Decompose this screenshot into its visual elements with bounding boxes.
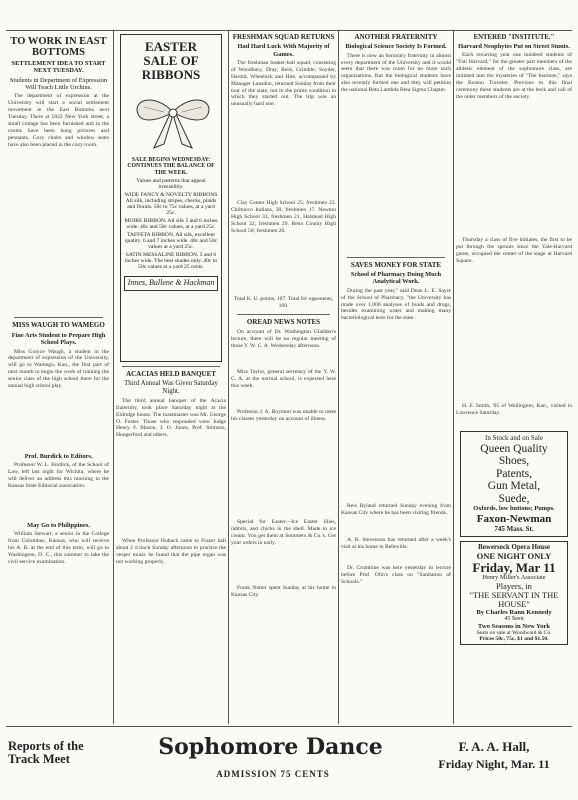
ad-prices: Prices 50c, 75c, $1 and $1.50. [479, 636, 549, 643]
banner-admission: ADMISSION 75 CENTS [216, 769, 330, 779]
story-institute: Each recurring year one hundred students of "Fair Harvard," for the greater part members of the athletic element of the sophomore class, are initiated into the mysteries of "The Institute," says the Boston Traveler. Previous to this final ceremony these students are at the beck and call of the older members of the society. [456, 52, 572, 100]
column-rule [113, 30, 114, 724]
deck-settlement: Students in Department of Expression Will Teach Little Urchins. [9, 76, 108, 92]
subhead-freshman: Had Hard Luck With Majority of Games. [237, 43, 330, 58]
ad-opera-house: Bowersock Opera House [478, 544, 550, 552]
subhead-fraternity: Biological Science Society Is Formed. [345, 43, 447, 51]
score-totals: Total K. U. points, 107. Total for opponents, 160. [233, 296, 334, 309]
ad-sale-dates: SALE BEGINS WEDNESDAY: CONTINUES THE BALANCE OF THE WEEK. [127, 157, 215, 176]
ad-gun-metal: Gun Metal, [487, 480, 541, 493]
story-stevenson: A. R. Stevenson has returned after a week's visit at his home in Belleville. [341, 536, 451, 550]
ad-seats: Seats on sale at Woodward & Co. [476, 630, 552, 637]
story-fraternity: There is now an honorary fraternity in almost every department of the University and it would seem that there was room for no more such organizations. But the biological students have also recently formed one and they will petition the national Beta Lambda Beta Sigma Chapter. [341, 52, 451, 94]
top-rule [6, 30, 572, 31]
ad-patents: Patents, [495, 467, 533, 480]
ad-values: Values and patterns that appeal irresistibly. [136, 177, 206, 190]
ad-address: 745 Mass. St. [494, 524, 534, 533]
ad-author: By Charles Rann Kennedy [476, 609, 552, 617]
story-burdick: Professor W. L. Burdick, of the School of Law, left last night for Wichita, where he will deliver an address this morning to the Kansas State Editorial association. [8, 461, 109, 489]
banner-top-rule [6, 726, 572, 727]
ad-in-stock: In Stock and on Sale [485, 434, 543, 443]
ad-sale-of: SALE OF [143, 53, 199, 69]
ad-signature: Innes, Bullene & Hackman [124, 276, 218, 291]
story-gladden: On account of Dr. Washington Gladden's lecture, there will be no regular meeting of those Y. W. C. A. Wednesday afternoon. [231, 329, 336, 349]
story-boynton: Professor J. A. Boynton was unable to meet his classes yesterday on account of illness. [231, 409, 336, 423]
ad-queen-quality: Queen Quality [480, 443, 548, 456]
story-crumbine: Dr. Crumbine was here yesterday to lecture before Prof. Olin's class on "Sanitation of Schools." [341, 564, 451, 585]
story-taylor: Miss Taylor, general secretary of the Y. W. C. A. at the normal school, is expected here this week. [231, 369, 336, 389]
ad-taffeta: TAFFETA RIBBON. All silk, excellent quality. 6 and 7 inches wide. 40c and 50c values at a yard 25c. [124, 232, 218, 251]
ribbon-advertisement [120, 34, 222, 362]
headline-oread-news: OREAD NEWS NOTES [246, 317, 321, 326]
column-5 [456, 34, 572, 722]
subhead-waugh: Fine Arts Student to Prepare High School Plays. [11, 331, 106, 347]
headline-saves-money: SAVES MONEY FOR STATE [350, 260, 442, 269]
column-4 [341, 34, 451, 722]
story-smith: H. F. Smith, '05 of Wellington, Kan., visited in Lawrence Saturday. [456, 403, 572, 417]
story-ryland: Reis Ryland returned Sunday evening from Kansas City where he has been visiting friends. [341, 502, 451, 516]
shoe-advertisement [460, 431, 568, 537]
headline-institute: ENTERED "INSTITUTE." [473, 34, 555, 41]
banner-hall: F. A. A. Hall, [458, 739, 530, 754]
ad-oxfords: Oxfords, low buttons; Pumps. [473, 505, 555, 513]
headline-burdick: Prof. Burdick to Editors. [24, 452, 93, 460]
ad-faxon-newman: Faxon-Newman [476, 512, 552, 525]
headline-waugh: MISS WAUGH TO WAMEGO [12, 321, 105, 330]
ad-play-title: "THE SERVANT IN THE HOUSE" [469, 590, 559, 610]
headline-acacias: ACACIAS HELD BANQUET [126, 370, 216, 378]
ad-easter: EASTER [144, 39, 198, 54]
ad-ribbons: RIBBONS [141, 67, 201, 83]
headline-freshman: FRESHMAN SQUAD RETURNS [232, 34, 335, 41]
ad-moire: MOIRE RIBBON. All silk 5 and 6 inches wide. 40c and 50c values, at a yard 25c. [124, 218, 218, 231]
ad-seen: 45 Seen [504, 616, 524, 623]
story-settlement: The department of expression at the University will start a social settlement movement in the East Bottoms next Tuesday. There at 1022 New York street, a small cottage has been furnished and in the rooms have been hung pictures and pennants. Cozy chairs and window seats have also been placed in the cozy room. [8, 93, 109, 148]
column-1 [8, 36, 109, 722]
story-freshman: The freshman basket-ball squad, consisting of Woodbury, Dray, Reid, Grimble, Snyder, Harold, Wheelock and Hite, accompanied by Manager Lansdon, returned Sunday from their tour of the state, not in the prime condition in which they started out. The trip was an unusually hard one. [231, 60, 336, 108]
ad-suede: Suede, [498, 492, 530, 505]
subhead-acacias: Third Annual Was Given Saturday Night. [124, 380, 218, 396]
story-philippines: William Stewart, a senior in the College from Columbus, Kansas, who will receive his A. B. at the end of this term, will go to Washington, D. C., this summer to take the civil service examination. [8, 531, 109, 565]
ad-satin: SATIN MESSALINE RIBBON. 5 and 6 inches wide. The best shades only. 40c to 50c values at a yard 25 cents. [124, 252, 218, 271]
story-waugh: Miss Grayce Waugh, a student in the department of expression of the University, will go to Wamego, Kan., the first part of next month to begin the work of training the senior class of the high school there for the annual high school play. [8, 348, 109, 389]
game-scores: Clay Center High School 25; freshmen 23. Chiltocco Indians, 30, freshmen 17. Newton High School 33, freshmen 21. Halstead High School 22, freshmen 29. Reno County High School 50; freshmen 20. [231, 200, 336, 234]
story-initiates: Thursday a class of five initiates, the first to be put through the sprouts since the Yale-Harvard game, occupied the center of the stage at Harvard Square. [456, 237, 572, 265]
ad-one-night: ONE NIGHT ONLY [476, 550, 552, 561]
headline-east-bottoms: TO WORK IN EAST BOTTOMS [10, 36, 107, 59]
ad-friday-date: Friday, Mar 11 [472, 559, 556, 575]
banner-sophomore-dance: Sophomore Dance [158, 734, 383, 760]
banner-date: Friday Night, Mar. 11 [438, 757, 550, 771]
headline-fraternity: ANOTHER FRATERNITY [354, 34, 438, 41]
opera-advertisement [460, 541, 568, 645]
banner-track-meet: Reports of the Track Meet [8, 739, 84, 767]
story-easter-special: Special for Easter—Ice Easter lilies, rabbits, and chicks in the shell. Made in ice cream. You get them at Sommers & Co.'s. Get your orders in early. [231, 519, 336, 546]
headline-philippines: May Go to Philippines. [27, 521, 90, 529]
bottom-banner [8, 730, 570, 792]
story-acacias: The third annual banquet of the Acacia fraternity, took place Saturday night at the Eldridge house. The toastmaster was Mr. George O. Foster. Those who responded were Judge Henry F. Mason, J. O. Jones, Prof. Stimson, Hungerford and others. [116, 397, 226, 439]
ribbon-bow-illustration [124, 82, 222, 152]
story-organ: When Professor Hubach came to Frazer hall about 2 o'clock Sunday afternoon to practice the vesper music he found that the pipe organ was not working properly. [116, 537, 226, 565]
ad-wide-fancy: WIDE FANCY & NOVELTY RIBBONS All silk, including stripes, checks, plaids and florals. 50c to 75c values, at a yard 25c. [124, 191, 218, 216]
ad-henry-miller: Henry Miller's Associate [482, 573, 546, 581]
column-3 [231, 34, 336, 722]
column-2 [116, 34, 226, 722]
column-rule [228, 30, 229, 724]
subhead-settlement: SETTLEMENT IDEA TO START NEXT TUESDAY. [11, 60, 106, 75]
story-nutter: Frank Nutter spent Sunday at his home in Kansas City. [231, 585, 336, 599]
column-rule [453, 30, 454, 724]
story-pharmacy: During the past year," said Dean L. E. Sayre of the School of Pharmacy, "the University has made over 1,000 analyses of foods and drugs, besides examining water and making many bacteriological tests for the state. [341, 287, 451, 322]
ad-players: Players, in [496, 580, 532, 591]
ad-shoes: Shoes, [498, 455, 530, 468]
column-rule [338, 30, 339, 724]
ad-two-seasons: Two Seasons in New York [477, 622, 551, 630]
subhead-pharmacy: School of Pharmacy Doing Much Analytical Work. [350, 271, 442, 286]
subhead-institute: Harvard Neophytes Put on Street Stunts. [458, 43, 570, 51]
